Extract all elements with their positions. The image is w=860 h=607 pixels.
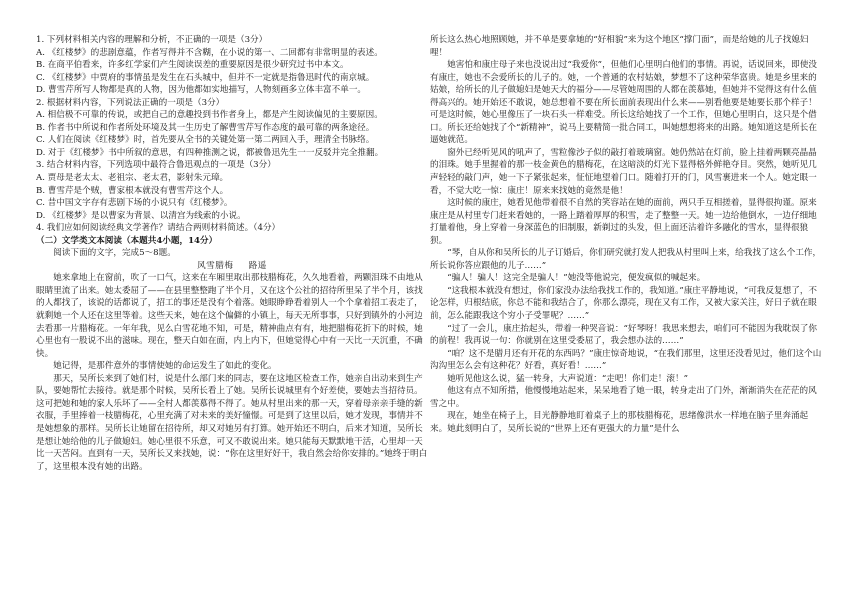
story-paragraph: “过了一会儿，康庄抬起头，带着一种哭音说：“好琴呀！我思来想去，咱们可不能因为我耽误了你的前程！我再说一句：你就别在这里受委屈了，我会想办法的……”: [430, 323, 817, 347]
question-1-option-d: D. 曹雪芹所写人物都是真的人物，因为他都如实地描写，人物刻画多立体丰富不单一。: [36, 85, 367, 96]
question-2-stem: 2. 根据材料内容，下列说法正确的一项是（3分）: [36, 97, 225, 108]
question-1-option-b: B. 在商平伯看来，许多红学家们产生阅读误差的重要原因是很少研究过书中本文。: [36, 60, 349, 71]
question-1-stem: 1. 下列材料相关内容的理解和分析，不正确的一项是（3分）: [36, 35, 268, 45]
story-paragraph: “骗人！骗人！这完全是骗人！”她没等他说完，便发疯似的喊起来。: [447, 273, 706, 284]
section-instruction: 阅读下面的文字，完成5～8题。: [53, 248, 176, 259]
story-paragraph: 所长这么热心地照顾她，并不单是要拿她的“好相貌”来为这个地区“撑门面”，而是给她的儿子找媳妇哩！: [430, 35, 809, 58]
question-3-option-a: A. 贾母是老太太、老祖宗、老太君，影射朱元璋。: [36, 173, 229, 184]
question-1-option-a: A. 《红楼梦》的悲剧意蕴，作者写得并不含糊，在小说的第一、二回都有非常明显的表述。: [36, 47, 383, 58]
story-paragraph: 她记得，是那件意外的事情使她的命运发生了如此的变化。: [53, 361, 277, 372]
question-3-stem: 3. 结合材料内容，下列选项中最符合鲁迅观点的一项是（3分）: [36, 160, 276, 171]
question-2-option-d: D. 对于《红楼梦》书中所叙的意思，有四种推测之说，都被鲁迅先生一一反驳并完全推翻。: [36, 147, 384, 158]
story-paragraph: 她来拿地上在窗前，吹了一口气，这来在车厢里取出那枝腊梅花，久久地看着，两颗泪珠不由地从眼睛里流了出来。她太委屈了——在县里整整跑了半个月，又在这个公社的招待所里呆了半个月，该找的人都找了，该说的话都说了，招工的事还是没有个着落。她眼睁睁看着别人一个个拿着招工表走了，就剩她一个人还在这里等着。这些天来，她在这个偏僻的小镇上，每天无所事事，只好到镇外的小河边去看那一片腊梅花。一年年我，见么白雪花地不知，可是，精神曲点有有，地把腊梅花折下的时候，她心里也有一股说不出的滋味。现在，整天白如在面，内上内下，但她觉得心中有一天比一天沉重，不确快。: [36, 273, 423, 359]
story-paragraph: 他这有点不知所措，他慢慢地站起来，呆呆地看了她一眼，转身走出了门外，渐渐消失在茫茫的风雪之中。: [430, 386, 817, 409]
question-2-option-c: C. 人们在阅读《红楼梦》时，首先要从全书的关键处第一第二两回入手，理清全书脉络。: [36, 135, 375, 146]
story-title: 风雪腊梅: [197, 260, 234, 271]
story-paragraph: 她听见他这么说，猛一转身，大声说道：“走吧！你们走！滚！”: [447, 373, 689, 384]
story-paragraph: “琴，自从你和吴所长的儿子订婚后，你们研究就打发人把我从村里叫上来，给我找了这么个工作，所长说你答应跟他的儿子……”: [430, 248, 822, 271]
question-3-option-b: B. 曹雪芹是个贼，曹家根本就没有曹雪芹这个人。: [36, 185, 229, 196]
left-column: [36, 34, 428, 473]
story-title-line: [36, 260, 428, 273]
question-3-option-c: C. 昔中国文字存有悲剧下场的小说只有《红楼梦》。: [36, 198, 233, 209]
right-column: [430, 34, 822, 436]
question-4: 4. 我们应如何阅读经典文学著作？请结合两则材料简述。（4分）: [36, 223, 281, 234]
story-paragraph: 这时候的康庄，她看见他带着很不自然的笑容站在她的面前，两只手互相搓着，显得很拘谨。原来康庄是从村里专门赶来看她的，一路上踏着厚厚的积雪，走了整整一天。她一边给他倒水，一边仔细地打量着他，身上穿着一身深蓝色的旧制服，新剃过的头发，但上面还沾着许多融化的雪水，显得很狼狈。: [430, 198, 817, 246]
story-paragraph: 她害怕和康庄母子来也没说出过“我爱你”，但他们心里明白他们的事情。再说，话说回来，即使没有康庄，她也不会爱所长的儿子的。她，一个普通的农村姑娘，梦想不了这种荣华富贵。她是乡里来的姑娘，给所长的儿子做媳妇是她天大的福分——尽管她周围的人都在羡慕她，但她并不觉得这有什么值得高兴的。她开始还不敢说，她总想着不要在所长面前表现出什么来——别看他要是她要长那个样子！可是这时候，她心里像压了一块石头一样难受。所长这给她找了一个工作，但她心里明白，这只是个借口。所长还给她找了个“新精神”，说马上要精简一批合同工，叫她想想将来的出路。她知道这是所长在逼她就范。: [430, 60, 817, 146]
story-paragraph: 那天，吴所长来到了她们村，说是什么部门来的同志，要在这地区检查工作，她亲自出动来到生产队，要她帮忙去接待。就是那个时候，吴所长看上了她。吴所长说城里有个好差使，要她去当招待员。这可把她和她的家人乐坏了——全村人都羡慕得不得了。她从村里出来的那一天，穿着母亲亲手缝的新衣服，手里捧着一枝腊梅花，心里充满了对未来的美好憧憬。可是到了这里以后，她才发现，事情并不是她想象的那样。吴所长让她留在招待所，却又对她另有打算。她开始还不明白，后来才知道，吴所长是想让她给他的儿子做媳妇。她心里很不乐意，可又不敢说出来。她只能每天默默地干活，心里却一天比一天苦闷。直到有一天，吴所长又来找她，说：“你在这里好好干，我自然会给你安排的。”她终于明白了，这里根本没有她的出路。: [36, 373, 428, 472]
story-author: 路遥: [248, 260, 267, 271]
question-2-option-b: B. 作者书中所说和作者所处环境及其一生历史了解曹雪芹写作态度的最可靠的两条途径。: [36, 122, 375, 133]
section-heading: （二）文学类文本阅读（本题共4小题，14分）: [36, 235, 218, 246]
question-3-option-d: D. 《红楼梦》是以曹家为背景、以清宫为线索的小说。: [36, 210, 246, 221]
question-1-option-c: C. 《红楼梦》中贾府的事情虽是发生在石头城中，但并不一定就是指鲁迅时代的南京城。: [36, 72, 375, 83]
story-paragraph: 现在，她坐在椅子上，目光静静地盯着桌子上的那枝腊梅花，思绪像洪水一样地在脑子里奔涌起来。她此刻明白了，吴所长说的“世界上还有更强大的力量”是什么: [430, 411, 809, 434]
story-paragraph: “咱？这不是腊月还有开花的东西吗？”康庄惊奇地说，“在我们那里，这里还没看见过，他们这个山沟沟里怎么会有这种花？好看，真好看！……”: [430, 348, 822, 372]
question-2-option-a: A. 相信极不可靠的传说，或把自己的意趣投到书作者身上，都是产生阅读偏见的主要原因。: [36, 110, 383, 121]
story-paragraph: 窗外已经听见风的吼声了，雪粒像沙子似的敲打着玻璃窗。她仍然站在灯前，脸上挂着两颗亮晶晶的泪珠。她手里握着的那一枝金黄色的腊梅花，在这暗淡的灯光下显得格外鲜艳夺目。突然，她听见几声轻轻的敲门声，她一下子紧张起来，怔怔地望着门口。随着打开的门，风雪裹进来一个人。她定眼一看，不觉大吃一惊：康庄！原来来找她的竟然是他！: [430, 147, 817, 196]
story-paragraph: “这我根本就没有想过，你们家没办法给我找工作的，我知道。”康庄平静地说，“可我反复想了，不论怎样，归根结底，你总不能和我结合了，你那么漂亮，现在又有工作，又被大家关注，好日子就在眼前，怎么能跟我这个穷小子受罪呢？……”: [430, 285, 818, 322]
